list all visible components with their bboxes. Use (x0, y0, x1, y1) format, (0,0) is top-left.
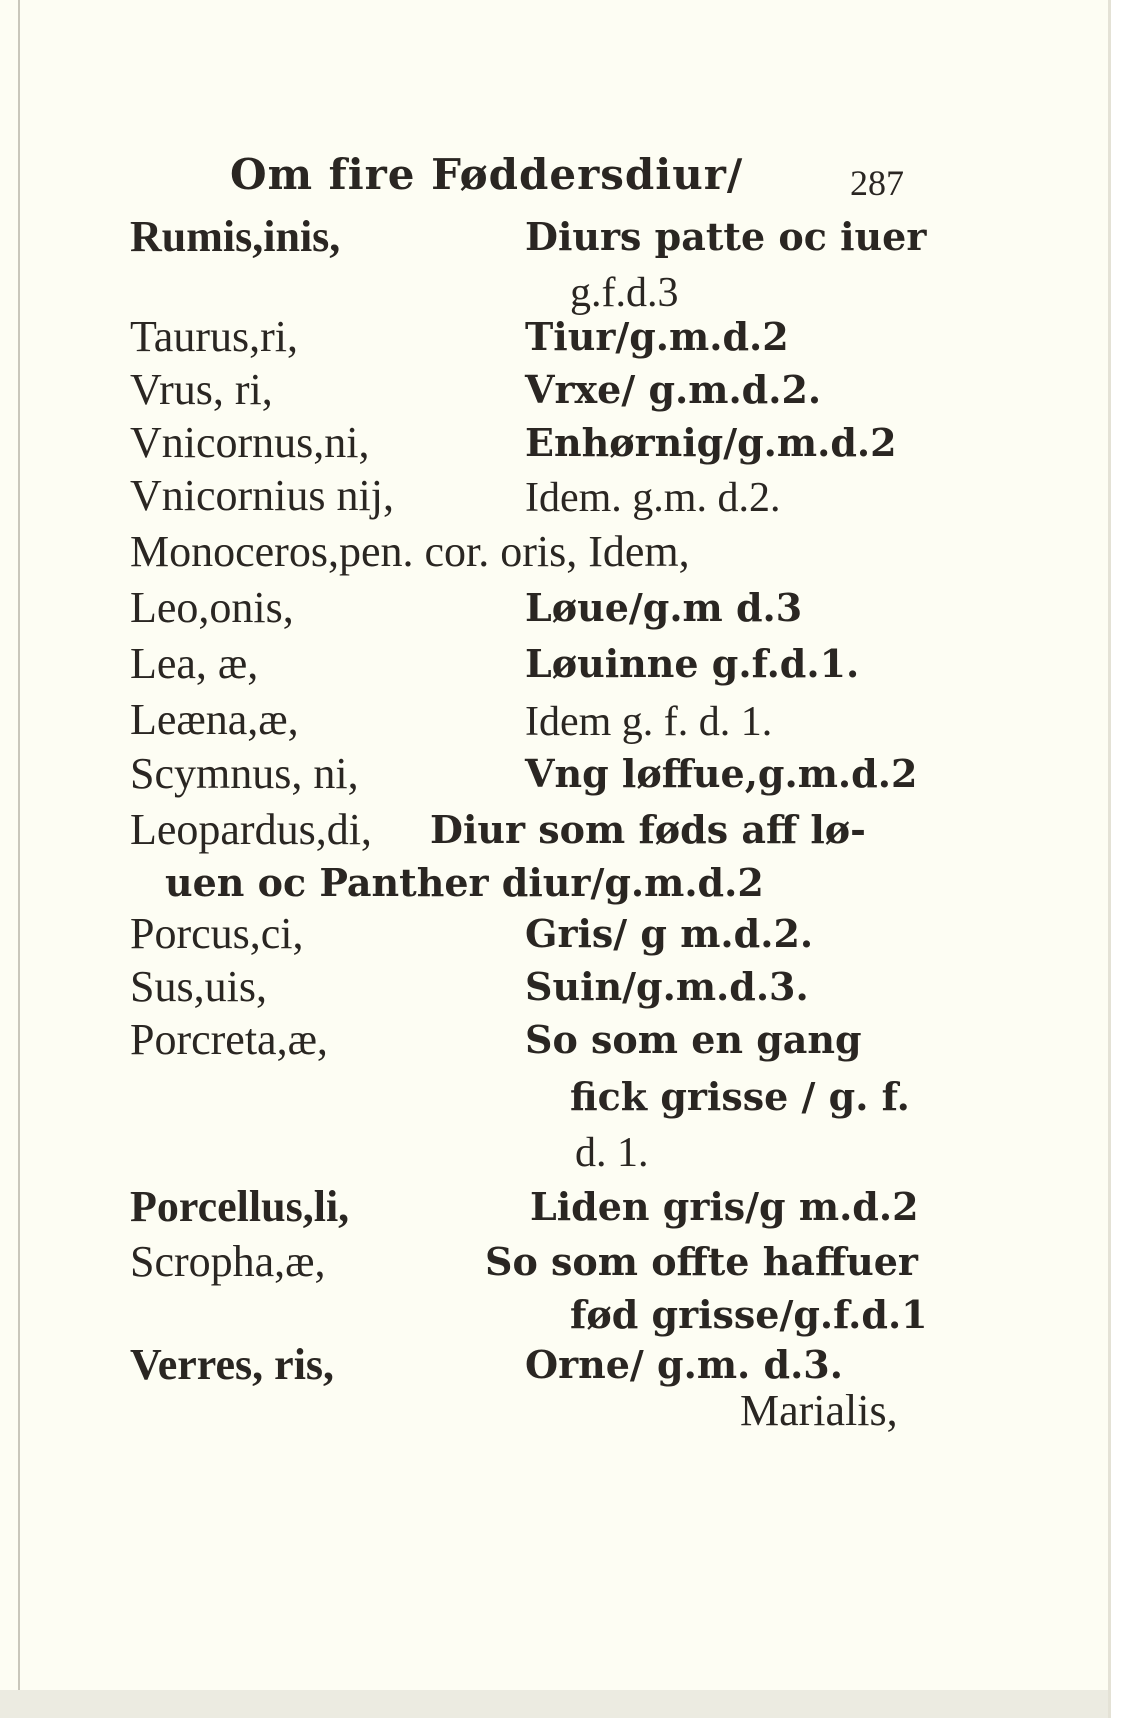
running-head: Om fire Føddersdiur/ (230, 150, 744, 199)
danish-gloss-continued: d. 1. (575, 1130, 649, 1176)
danish-gloss: Liden gris/g m.d.2 (530, 1184, 919, 1229)
danish-gloss: Orne/ g.m. d.3. (525, 1342, 843, 1387)
latin-term: Leopardus,di, (130, 805, 372, 854)
danish-gloss: So som offte haffuer (485, 1239, 918, 1284)
latin-term: Rumis,inis, (130, 212, 341, 261)
latin-term: Scropha,æ, (130, 1237, 326, 1286)
danish-gloss: Løuinne g.f.d.1. (525, 641, 860, 686)
danish-gloss: Enhørnig/g.m.d.2 (525, 420, 897, 465)
danish-gloss-continued: fick grisse / g. f. (570, 1074, 910, 1119)
latin-term: Porcellus,li, (130, 1182, 350, 1231)
danish-gloss: Tiur/g.m.d.2 (525, 314, 789, 359)
danish-gloss: Vrxe/ g.m.d.2. (525, 367, 822, 412)
latin-term: Leæna,æ, (130, 695, 299, 744)
scan-right-margin (1108, 0, 1128, 1718)
latin-term: Monoceros,pen. cor. oris, Idem, (130, 527, 690, 576)
latin-term: Vnicornus,ni, (130, 418, 370, 467)
latin-term: Porcus,ci, (130, 909, 304, 958)
danish-gloss: Idem. g.m. d.2. (525, 475, 781, 521)
danish-gloss: Suin/g.m.d.3. (525, 964, 809, 1009)
latin-term: Verres, ris, (130, 1340, 335, 1389)
danish-gloss: Vng løffue,g.m.d.2 (525, 751, 918, 796)
danish-gloss: Idem g. f. d. 1. (525, 699, 773, 745)
latin-term: Scymnus, ni, (130, 749, 359, 798)
latin-term: Taurus,ri, (130, 312, 298, 361)
danish-gloss-continued: g.f.d.3 (570, 270, 679, 316)
danish-gloss: Diur som føds aff lø- (430, 807, 866, 852)
latin-term: Porcreta,æ, (130, 1015, 328, 1064)
danish-gloss: Gris/ g m.d.2. (525, 911, 814, 956)
latin-term: Sus,uis, (130, 962, 267, 1011)
latin-term: Lea, æ, (130, 639, 259, 688)
danish-gloss: Løue/g.m d.3 (525, 585, 803, 630)
danish-gloss: So som en gang (525, 1017, 862, 1062)
catchword: Marialis, (740, 1386, 898, 1435)
latin-term: Vnicornius nij, (130, 471, 394, 520)
latin-term: Leo,onis, (130, 583, 294, 632)
danish-gloss: Diurs patte oc iuer (525, 214, 927, 259)
danish-gloss-continued: uen oc Panther diur/g.m.d.2 (165, 860, 764, 905)
danish-gloss-continued: fød grisse/g.f.d.1 (570, 1292, 928, 1337)
latin-term: Vrus, ri, (130, 365, 273, 414)
page-number: 287 (850, 163, 904, 203)
